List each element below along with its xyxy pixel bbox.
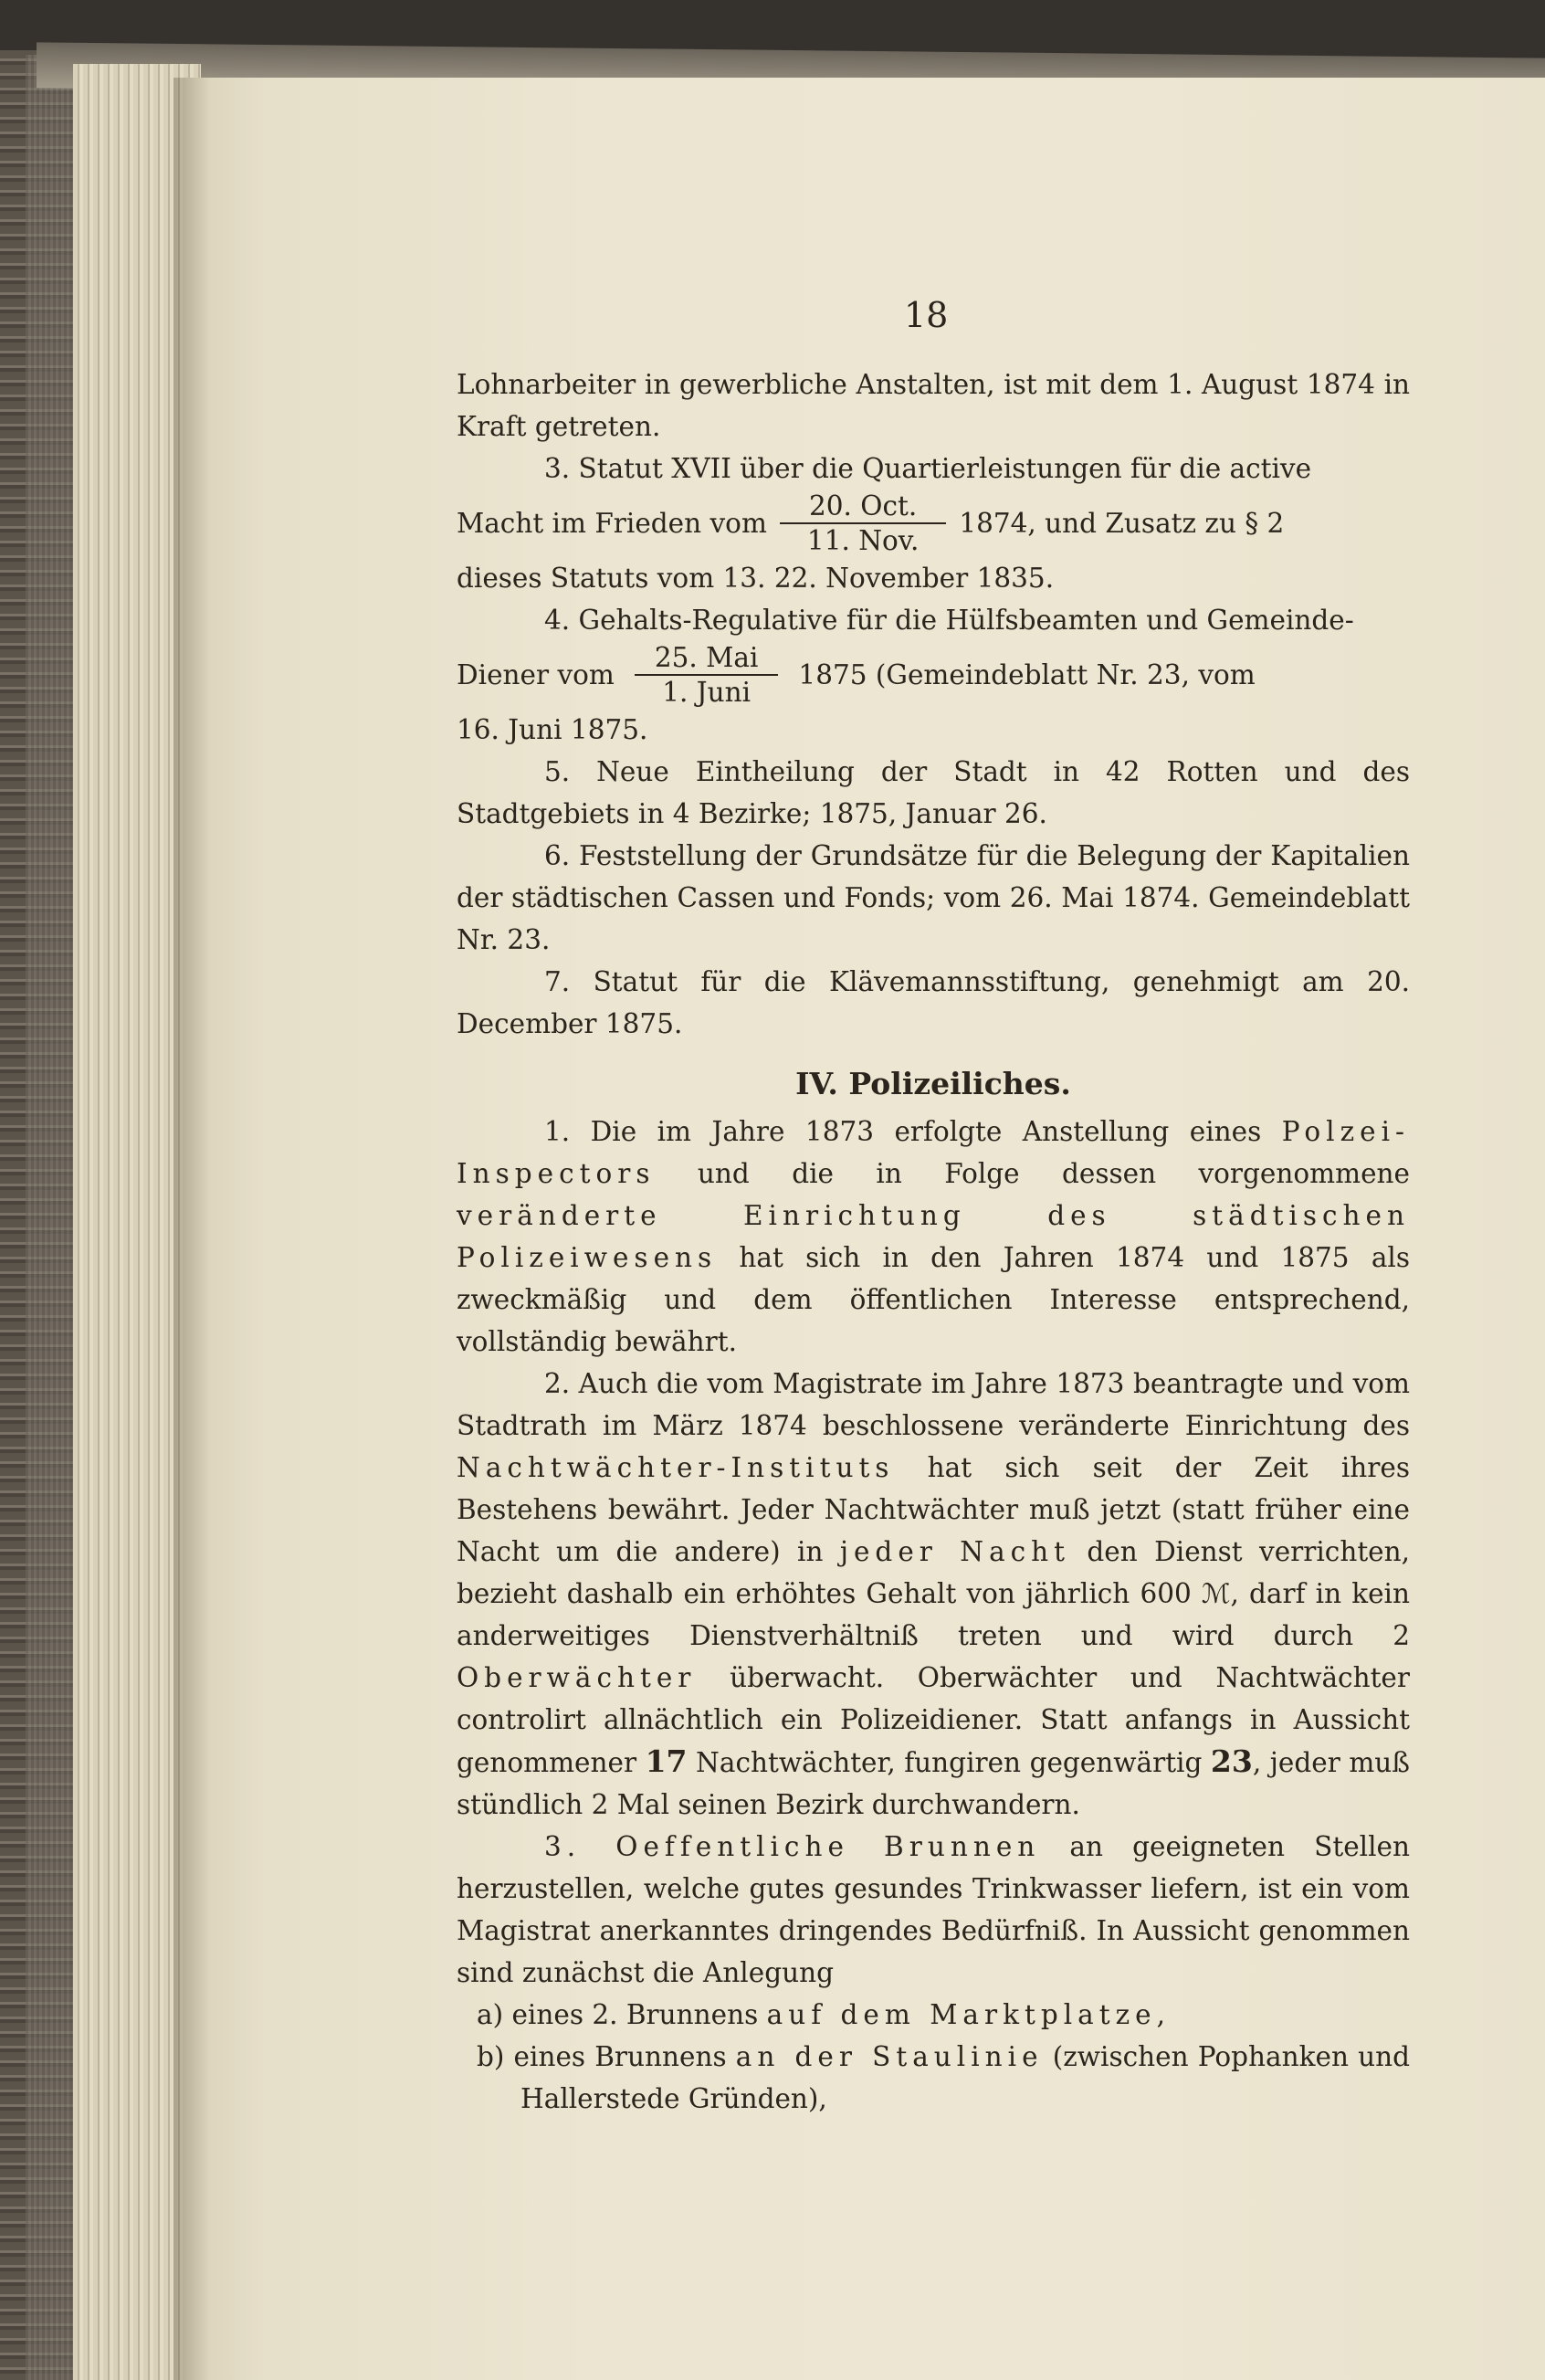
bold-number: 17 <box>645 1743 688 1779</box>
fraction-numerator: 25. Mai <box>654 642 759 673</box>
text-run: 1. Die im Jahre 1873 erfolgte Anstellung eines <box>544 1116 1282 1147</box>
fraction-denominator: 11. Nov. <box>780 522 946 557</box>
item-3-line1: 3. Statut XVII über die Quartierleistungen für die active <box>544 453 1312 484</box>
list-item-a <box>477 1994 1410 2036</box>
text-run: , <box>1156 1999 1165 2030</box>
item-3-fraction-line <box>457 490 1410 557</box>
item-4-line3: 16. Juni 1875. <box>457 714 648 745</box>
spaced-term: Oberwächter <box>457 1662 697 1693</box>
spaced-term: Nachtwächter-Instituts <box>457 1452 895 1483</box>
date-fraction <box>627 641 786 709</box>
text-run: hat sich in den Jahren 1874 und 1875 als zweckmäßig und dem öffentlichen Interesse entsprechend, vollständig bewährt. <box>457 1242 1410 1357</box>
item-3-post: 1874, und Zusatz zu § 2 <box>959 508 1285 539</box>
spaced-term: auf dem Marktplatze <box>766 1999 1157 2030</box>
text-run: und die in Folge dessen vorgenommene <box>655 1158 1410 1189</box>
paragraph-1 <box>457 1111 1410 1363</box>
item-7: 7. Statut für die Klävemannsstiftung, genehmigt am 20. December 1875. <box>457 966 1410 1039</box>
paragraph-3 <box>457 1826 1410 1994</box>
cover-texture <box>26 55 73 2380</box>
fraction-numerator: 20. Oct. <box>809 490 918 521</box>
text-run: a) eines 2. Brunnens <box>477 1999 767 2030</box>
bold-number: 23 <box>1210 1743 1253 1779</box>
spaced-term: jeder Nacht <box>839 1536 1071 1567</box>
spaced-term: 3. Oeffentliche Brunnen <box>544 1831 1041 1862</box>
date-fraction <box>780 490 946 557</box>
spaced-term: Polzei-Inspectors <box>457 1116 1410 1189</box>
fraction-denominator: 1. Juni <box>635 674 778 709</box>
text-run: b) eines Brunnens <box>477 2041 736 2072</box>
text-run: 2. Auch die vom Magistrate im Jahre 1873 beantragte und vom Stadtrath im März 1874 beschlossene veränderte Einrichtung des <box>457 1368 1410 1441</box>
item-6: 6. Feststellung der Grundsätze für die Belegung der Kapitalien der städtischen Cassen und Fonds; vom 26. Mai 1874. Gemeindeblatt Nr. 23. <box>457 840 1410 955</box>
item-4-pre: Diener vom <box>457 659 615 690</box>
item-5: 5. Neue Eintheilung der Stadt in 42 Rotten und des Stadtgebiets in 4 Bezirke; 1875, Januar 26. <box>457 756 1410 829</box>
text-run: (zwischen Pophanken und Hallerstede Gründen), <box>520 2041 1410 2114</box>
text-run: , jeder muß stündlich 2 Mal seinen Bezirk durchwandern. <box>457 1747 1410 1820</box>
spaced-term: veränderte Einrichtung des städtischen Polizeiwesens <box>457 1200 1410 1273</box>
text-run: Nachtwächter, fungiren gegenwärtig <box>687 1747 1211 1778</box>
item-3-pre: Macht im Frieden vom <box>457 508 767 539</box>
text-run: an geeigneten Stellen herzustellen, welche gutes gesundes Trinkwasser liefern, ist ein vom Magistrat anerkanntes dringendes Bedürfniß. In Aussicht genommen sind zunächst die Anlegung <box>457 1831 1410 1988</box>
page-number: 18 <box>904 295 949 335</box>
text-run: den Dienst verrichten, bezieht dashalb ein erhöhtes Gehalt von jährlich 600 ℳ, darf in kein anderweitiges Dienstverhältniß treten und wird durch 2 <box>457 1536 1411 1651</box>
gutter-shadow <box>173 78 210 2380</box>
page-text <box>457 292 1410 2120</box>
item-4-line1: 4. Gehalts-Regulative für die Hülfsbeamten und Gemeinde- <box>544 605 1354 636</box>
list-item-b <box>477 2036 1410 2120</box>
item-3-line3: dieses Statuts vom 13. 22. November 1835. <box>457 563 1055 594</box>
item-4-fraction-line <box>457 641 1410 709</box>
paragraph-continuation: Lohnarbeiter in gewerbliche Anstalten, ist mit dem 1. August 1874 in Kraft getreten. <box>457 369 1410 442</box>
paragraph-2 <box>457 1363 1410 1826</box>
spaced-term: an der Staulinie <box>735 2041 1044 2072</box>
text-run: überwacht. Oberwächter und Nachtwächter controlirt allnächtlich ein Polizeidiener. Statt anfangs in Aussicht genommener <box>457 1662 1410 1778</box>
item-4-post: 1875 (Gemeindeblatt Nr. 23, vom <box>798 659 1256 690</box>
section-heading: IV. Polizeiliches. <box>795 1066 1071 1101</box>
fountain-list <box>457 1994 1410 2120</box>
text-run: hat sich seit der Zeit ihres Bestehens bewährt. Jeder Nachtwächter muß jetzt (statt früher eine Nacht um die andere) in <box>457 1452 1410 1567</box>
